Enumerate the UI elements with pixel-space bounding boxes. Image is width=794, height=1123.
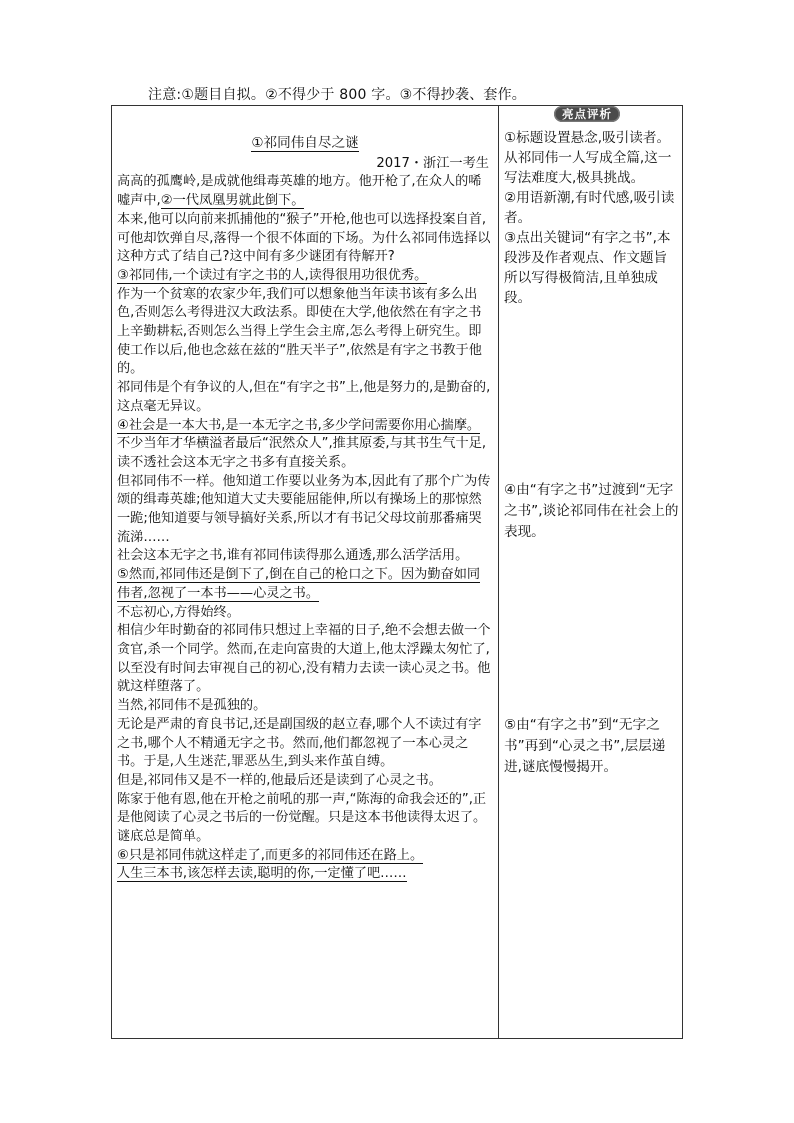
paragraph-9: ⑤然而,祁同伟还是倒下了,倒在自己的枪口之下。因为勤奋如同伟者,忽视了一本书——心灵之书。: [117, 567, 481, 601]
paragraph-14: 但是,祁同伟又是不一样的,他最后还是读到了心灵之书。: [117, 772, 442, 788]
paragraph-4: 作为一个贫寒的农家少年,我们可以想象他当年读书该有多么出色,否则怎么考得进汉大政法系。即使在大学,他依然在有字之书上辛勤耕耘,否则怎么当得上学生会主席,怎么考得上研究生。即使工作以后,他也念兹在兹的“胜天半子”,依然是有字之书教于他的。: [117, 286, 482, 377]
paragraph-17: ⑥只是祁同伟就这样走了,而更多的祁同伟还在路上。: [117, 847, 424, 863]
paragraph-8: 社会这本无字之书,谁有祁同伟读得那么通透,那么活学活用。: [117, 548, 469, 564]
essay-table: [111, 105, 683, 1039]
paragraph-3: ③祁同伟,一个读过有字之书的人,读得很用功很优秀。: [117, 267, 428, 283]
instruction-note: 注意:①题目自拟。②不得少于 800 字。③不得抄袭、套作。: [148, 87, 526, 103]
paragraph-1: 高高的孤鹰岭,是成就他缉毒英雄的地方。他开枪了,在众人的唏嘘声中,②一代凤凰男就此倒下。: [117, 174, 482, 209]
comment-2: ②用语新潮,有时代感,吸引读者。: [504, 190, 675, 226]
paragraph-10: 不忘初心,方得始终。: [117, 604, 240, 620]
essay-source: 2017・浙江一考生: [376, 155, 489, 171]
essay-title: ①祁同伟自尽之谜: [251, 135, 359, 151]
paragraph-7: 但祁同伟不一样。他知道工作要以业务为本,因此有了那个广为传颂的缉毒英雄;他知道大丈夫要能屈能伸,所以有操场上的那惊然一跪;他知道要与领导搞好关系,所以才有书记父母坟前那番痛哭流涕……: [117, 473, 491, 545]
paragraph-6: ④社会是一本大书,是一本无字之书,多少学问需要你用心揣摩。不少当年才华横溢者最后“泯然众人”,推其原委,与其书生气十足,读不透社会这本无字之书多有直接关系。: [117, 417, 487, 470]
essay-column: [117, 134, 493, 884]
highlight-analysis-badge: 亮点评析: [554, 106, 620, 122]
paragraph-2: 本来,他可以向前来抓捕他的“猴子”开枪,他也可以选择投案自首,可他却饮弹自尽,落得一个很不体面的下场。为什么祁同伟选择以这种方式了结自己?这中间有多少谜团有待解开?: [117, 211, 491, 265]
comment-3: ③点出关键词“有字之书”,本段涉及作者观点、作文题旨所以写得极简洁,且单独成段。: [504, 230, 671, 306]
paragraph-5: 祁同伟是个有争议的人,但在“有字之书”上,他是努力的,是勤奋的,这点毫无异议。: [117, 380, 491, 414]
column-divider: [498, 106, 499, 1038]
paragraph-11: 相信少年时勤奋的祁同伟只想过上幸福的日子,绝不会想去做一个贪官,杀一个同学。然而,在走向富贵的大道上,他太浮躁太匆忙了,以至没有时间去审视自己的初心,没有精力去读一读心灵之书。他就这样堕落了。: [117, 623, 491, 695]
paragraph-15: 陈家于他有恩,他在开枪之前吼的那一声,“陈海的命我会还的”,正是他阅读了心灵之书后的一份觉醒。只是这本书他读得太迟了。: [117, 791, 487, 826]
comment-1: ①标题设置悬念,吸引读者。从祁同伟一人写成全篇,这一写法难度大,极具挑战。: [504, 130, 672, 186]
paragraph-12: 当然,祁同伟不是孤独的。: [117, 698, 267, 714]
comment-5: ⑤由“有字之书”到“无字之书”再到“心灵之书”,层层递进,谜底慢慢揭开。: [504, 717, 666, 775]
comment-4: ④由“有字之书”过渡到“无字之书”,谈论祁同伟在社会上的表现。: [504, 482, 679, 540]
paragraph-18: 人生三本书,该怎样去读,聪明的你,一定懂了吧……: [117, 866, 407, 882]
paragraph-16: 谜底总是简单。: [117, 829, 210, 845]
commentary-column: [504, 128, 680, 308]
paragraph-13: 无论是严肃的育良书记,还是副国级的赵立春,哪个人不读过有字之书,哪个人不精通无字之书。然而,他们都忽视了一本心灵之书。于是,人生迷茫,罪恶丛生,到头来作茧自缚。: [117, 716, 482, 770]
